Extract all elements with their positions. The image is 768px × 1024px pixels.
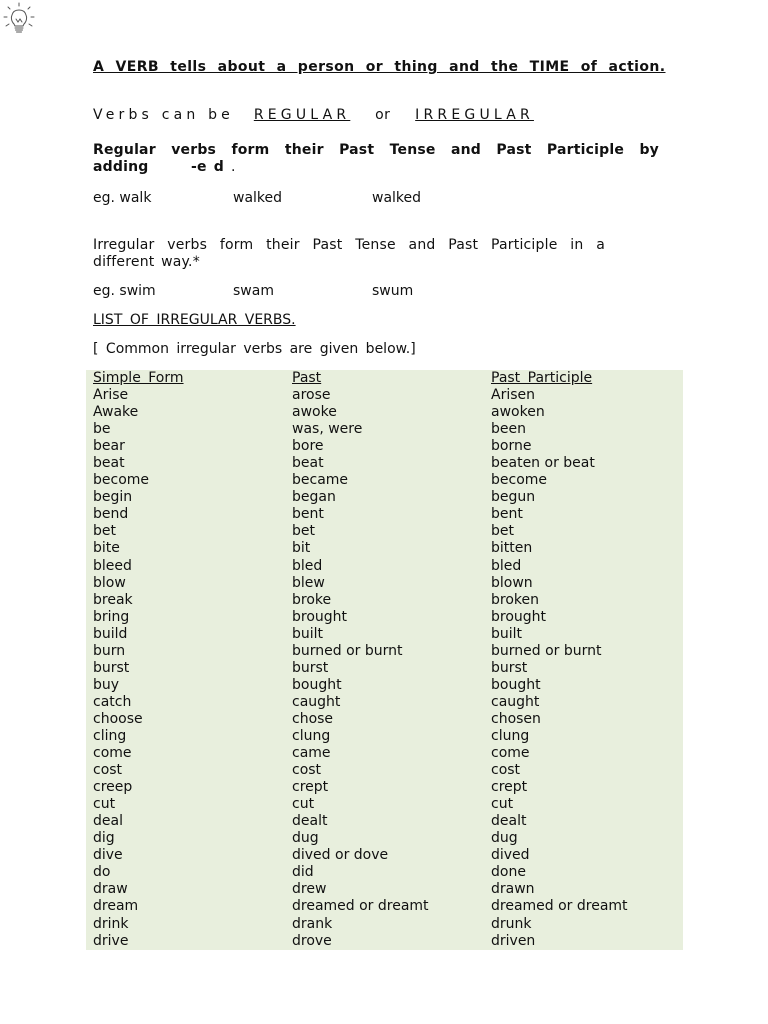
table-row bbox=[93, 540, 683, 557]
simple-form-cell: become bbox=[93, 472, 150, 489]
table-row bbox=[93, 455, 683, 472]
table-row bbox=[93, 523, 683, 540]
past-cell: bought bbox=[292, 676, 342, 693]
past-participle-cell: become bbox=[491, 472, 548, 489]
past-participle-cell: built bbox=[491, 625, 523, 642]
past-cell: burst bbox=[292, 659, 329, 676]
past-participle-cell: chosen bbox=[491, 710, 541, 727]
past-participle-cell: bitten bbox=[491, 540, 533, 557]
table-row bbox=[93, 506, 683, 523]
verbs-can-be-text: Verbs can be bbox=[93, 107, 234, 123]
simple-form-cell: choose bbox=[93, 710, 143, 727]
simple-form-cell: bear bbox=[93, 438, 125, 455]
table-row bbox=[93, 847, 683, 864]
past-cell: bled bbox=[292, 557, 323, 574]
simple-form-cell: bend bbox=[93, 506, 129, 523]
past-participle-cell: bled bbox=[491, 557, 522, 574]
simple-form-cell: dive bbox=[93, 847, 123, 864]
past-participle-cell: bought bbox=[491, 676, 541, 693]
past-participle-cell: drunk bbox=[491, 915, 532, 932]
regular-example-past: walked bbox=[233, 190, 283, 206]
table-row bbox=[93, 643, 683, 660]
table-row bbox=[93, 779, 683, 796]
table-row bbox=[93, 728, 683, 745]
table-row bbox=[93, 916, 683, 933]
past-cell: bet bbox=[292, 523, 315, 540]
past-cell: drank bbox=[292, 915, 333, 932]
page-heading: A VERB tells about a person or thing and the TIME of action. bbox=[93, 59, 666, 75]
regular-example-base: eg. walk bbox=[93, 190, 152, 206]
simple-form-cell: catch bbox=[93, 693, 132, 710]
past-cell: dived or dove bbox=[292, 847, 389, 864]
past-cell: built bbox=[292, 625, 324, 642]
table-row bbox=[93, 387, 683, 404]
past-cell: bent bbox=[292, 506, 324, 523]
past-participle-cell: brought bbox=[491, 608, 547, 625]
irregular-list-title: LIST OF IRREGULAR VERBS. bbox=[93, 312, 296, 328]
or-text: or bbox=[375, 107, 391, 123]
past-cell: began bbox=[292, 489, 336, 506]
past-cell: beat bbox=[292, 455, 324, 472]
table-row bbox=[93, 558, 683, 575]
past-cell: brought bbox=[292, 608, 348, 625]
table-row bbox=[93, 404, 683, 421]
table-row bbox=[93, 421, 683, 438]
past-participle-cell: been bbox=[491, 421, 526, 438]
simple-form-cell: burn bbox=[93, 642, 126, 659]
irregular-example-base: eg. swim bbox=[93, 283, 156, 299]
simple-form-cell: do bbox=[93, 864, 111, 881]
past-cell: awoke bbox=[292, 404, 337, 421]
table-row bbox=[93, 711, 683, 728]
past-participle-cell: borne bbox=[491, 438, 532, 455]
table-row bbox=[93, 489, 683, 506]
past-participle-cell: dived bbox=[491, 847, 530, 864]
regular-description-text: Regular verbs form their Past Tense and Past Participle by adding bbox=[93, 142, 659, 175]
past-participle-cell: beaten or beat bbox=[491, 455, 595, 472]
simple-form-cell: cut bbox=[93, 796, 116, 813]
lightbulb-icon bbox=[2, 2, 36, 36]
regular-irregular-line bbox=[93, 107, 534, 123]
regular-verbs-description bbox=[93, 142, 659, 176]
ed-suffix: -e d bbox=[190, 159, 224, 175]
regular-description-period: . bbox=[231, 159, 236, 175]
past-cell: drew bbox=[292, 881, 327, 898]
past-cell: dug bbox=[292, 830, 319, 847]
table-header-row bbox=[93, 370, 683, 387]
past-cell: caught bbox=[292, 693, 341, 710]
past-participle-cell: awoken bbox=[491, 404, 545, 421]
simple-form-cell: come bbox=[93, 745, 132, 762]
simple-form-cell: bite bbox=[93, 540, 120, 557]
past-cell: dreamed or dreamt bbox=[292, 898, 429, 915]
simple-form-cell: Awake bbox=[93, 404, 139, 421]
past-cell: blew bbox=[292, 574, 325, 591]
table-row bbox=[93, 438, 683, 455]
past-cell: clung bbox=[292, 727, 331, 744]
simple-form-cell: drink bbox=[93, 915, 129, 932]
simple-form-cell: Arise bbox=[93, 387, 129, 404]
past-cell: arose bbox=[292, 387, 331, 404]
irregular-example-participle: swum bbox=[372, 283, 414, 299]
past-cell: burned or burnt bbox=[292, 642, 403, 659]
table-row bbox=[93, 898, 683, 915]
past-participle-cell: bet bbox=[491, 523, 514, 540]
past-participle-cell: dreamed or dreamt bbox=[491, 898, 628, 915]
irregular-example-past: swam bbox=[233, 283, 274, 299]
simple-form-cell: bring bbox=[93, 608, 130, 625]
past-participle-cell: dug bbox=[491, 830, 518, 847]
simple-form-cell: dig bbox=[93, 830, 115, 847]
header-past: Past bbox=[292, 370, 322, 386]
table-row bbox=[93, 677, 683, 694]
past-participle-cell: cut bbox=[491, 796, 514, 813]
simple-form-cell: drive bbox=[93, 932, 129, 949]
past-cell: cut bbox=[292, 796, 315, 813]
table-row bbox=[93, 762, 683, 779]
past-cell: did bbox=[292, 864, 314, 881]
table-row bbox=[93, 694, 683, 711]
simple-form-cell: be bbox=[93, 421, 111, 438]
past-participle-cell: clung bbox=[491, 727, 530, 744]
simple-form-cell: cling bbox=[93, 727, 127, 744]
table-row bbox=[93, 881, 683, 898]
table-row bbox=[93, 830, 683, 847]
simple-form-cell: burst bbox=[93, 659, 130, 676]
past-participle-cell: crept bbox=[491, 779, 528, 796]
past-participle-cell: driven bbox=[491, 932, 536, 949]
past-cell: chose bbox=[292, 710, 334, 727]
table-row bbox=[93, 796, 683, 813]
irregular-verbs-description: Irregular verbs form their Past Tense and Past Participle in a different way.* bbox=[93, 237, 605, 270]
simple-form-cell: buy bbox=[93, 676, 120, 693]
past-cell: dealt bbox=[292, 813, 328, 830]
table-row bbox=[93, 609, 683, 626]
past-participle-cell: Arisen bbox=[491, 387, 536, 404]
table-row bbox=[93, 626, 683, 643]
simple-form-cell: beat bbox=[93, 455, 125, 472]
past-participle-cell: burst bbox=[491, 659, 528, 676]
table-row bbox=[93, 592, 683, 609]
table-row bbox=[93, 813, 683, 830]
table-row bbox=[93, 933, 683, 950]
regular-example-participle: walked bbox=[372, 190, 422, 206]
past-participle-cell: come bbox=[491, 745, 530, 762]
table-row bbox=[93, 472, 683, 489]
irregular-label: IRREGULAR bbox=[415, 107, 534, 123]
simple-form-cell: creep bbox=[93, 779, 133, 796]
past-participle-cell: cost bbox=[491, 762, 521, 779]
simple-form-cell: draw bbox=[93, 881, 128, 898]
past-cell: drove bbox=[292, 932, 332, 949]
past-participle-cell: begun bbox=[491, 489, 536, 506]
past-cell: came bbox=[292, 745, 331, 762]
table-row bbox=[93, 660, 683, 677]
past-participle-cell: blown bbox=[491, 574, 533, 591]
past-cell: became bbox=[292, 472, 349, 489]
header-simple-form: Simple Form bbox=[93, 370, 184, 386]
past-participle-cell: done bbox=[491, 864, 526, 881]
simple-form-cell: blow bbox=[93, 574, 126, 591]
regular-label: REGULAR bbox=[253, 107, 351, 123]
irregular-list-note: [ Common irregular verbs are given below.] bbox=[93, 341, 416, 357]
simple-form-cell: bleed bbox=[93, 557, 132, 574]
past-participle-cell: burned or burnt bbox=[491, 642, 602, 659]
past-participle-cell: caught bbox=[491, 693, 540, 710]
past-cell: cost bbox=[292, 762, 322, 779]
past-cell: crept bbox=[292, 779, 329, 796]
simple-form-cell: cost bbox=[93, 762, 123, 779]
past-participle-cell: dealt bbox=[491, 813, 527, 830]
simple-form-cell: begin bbox=[93, 489, 133, 506]
table-row bbox=[93, 575, 683, 592]
simple-form-cell: dream bbox=[93, 898, 139, 915]
simple-form-cell: build bbox=[93, 625, 128, 642]
simple-form-cell: break bbox=[93, 591, 133, 608]
table-row bbox=[93, 745, 683, 762]
simple-form-cell: bet bbox=[93, 523, 116, 540]
past-participle-cell: drawn bbox=[491, 881, 535, 898]
table-row bbox=[93, 864, 683, 881]
past-cell: broke bbox=[292, 591, 332, 608]
irregular-verb-table bbox=[93, 370, 683, 950]
header-past-participle: Past Participle bbox=[491, 370, 593, 386]
past-participle-cell: broken bbox=[491, 591, 539, 608]
past-participle-cell: bent bbox=[491, 506, 523, 523]
past-cell: bit bbox=[292, 540, 311, 557]
simple-form-cell: deal bbox=[93, 813, 123, 830]
past-cell: bore bbox=[292, 438, 324, 455]
past-cell: was, were bbox=[292, 421, 363, 438]
